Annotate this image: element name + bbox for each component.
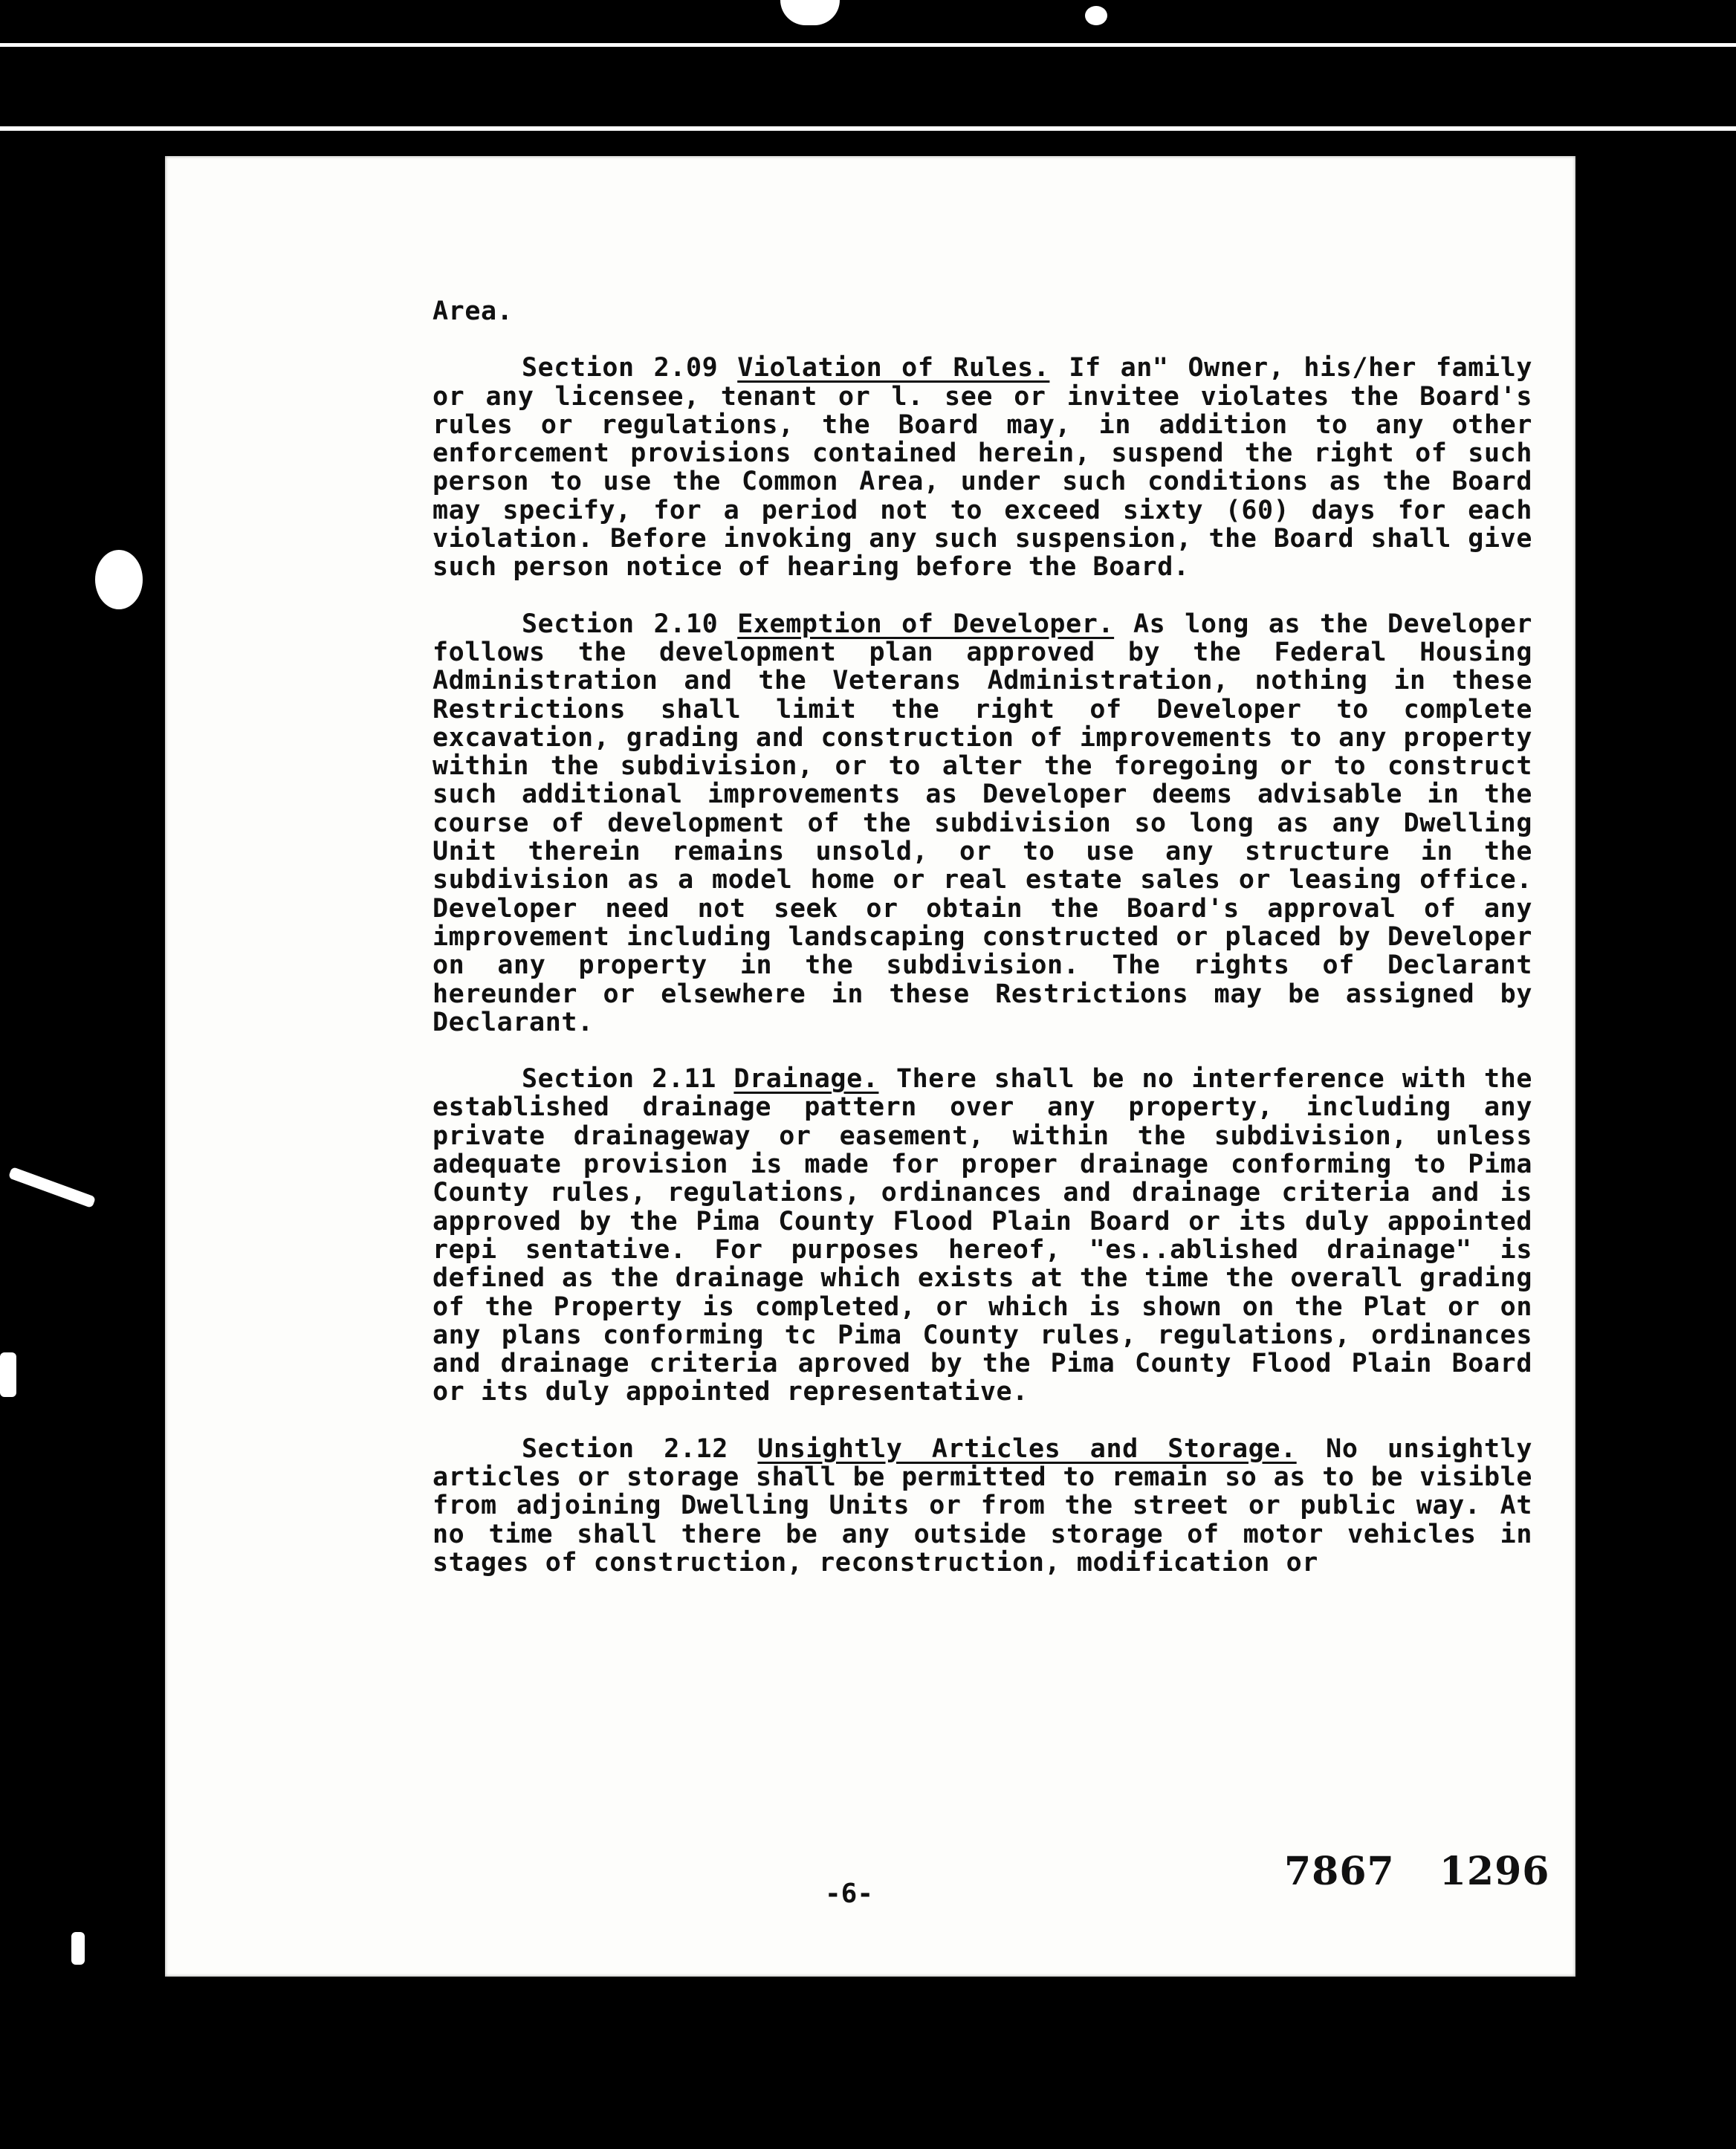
lead-text: Area. [433, 296, 514, 326]
section-number: Section 2.12 [522, 1433, 728, 1464]
section-2-10 [433, 610, 1532, 1037]
section-title: Unsightly Articles and Storage. [757, 1433, 1297, 1464]
section-number: Section 2.10 [522, 609, 719, 639]
section-title: Drainage. [733, 1064, 879, 1095]
section-number: Section 2.09 [522, 353, 719, 383]
scan-speck [0, 1352, 16, 1397]
section-body: As long as the Developer follows the development plan approved by the Federal Housing Administration and the Veterans Administration, nothing in these Restrictions shall limit the right of Developer to complete excavation, grading and construction of improvements to any property within the subdivision, or to alter the foregoing or to construct such additional improvements as Developer deems advisable in the course of development of the subdivision so long as any Dwelling Unit therein remains unsold, or to use any structure in the subdivision as a model home or real estate sales or leasing office. Developer need not seek or obtain the Board's approval of any improvement including landscaping constructed or placed by Developer on any property in the subdivision. The rights of Declarant hereunder or elsewhere in these Restrictions may be assigned by Declarant. [433, 609, 1533, 1037]
section-2-12 [433, 1435, 1532, 1577]
section-body: No unsightly articles or storage shall be permitted to remain so as to be visible from adjoining Dwelling Units or from the street or public way. At no time shall there be any outside storage of motor vehicles in stages of construction, reconstruction, modification or [433, 1433, 1533, 1578]
document-body [433, 297, 1532, 1577]
document-page [165, 156, 1575, 1977]
page-number: -6- [825, 1879, 874, 1909]
section-title: Violation of Rules. [737, 353, 1050, 383]
section-body: If an" Owner, his/her family or any licensee, tenant or l. see or invitee violates the Board's rules or regulations, the Board may, in addition to any other enforcement provisions contained herein, suspend the right of such person to use the Common Area, under such conditions as the Board may specify, for a period not to exceed sixty (60) days for each violation. Before invoking any such suspension, the Board shall give such person notice of hearing before the Board. [433, 353, 1533, 583]
scan-speck [1085, 6, 1107, 25]
section-2-11 [433, 1065, 1532, 1407]
docket-page: 1296 [1439, 1849, 1550, 1894]
paragraph-area [433, 297, 1532, 325]
top-scan-rule [0, 43, 1736, 47]
section-body: There shall be no interference with the established drainage pattern over any property, including any private drainageway or easement, within the subdivision, unless adequate provision is made for proper drainage conforming to Pima County rules, regulations, ordinances and drainage criteria and is approved by the Pima County Flood Plain Board or its duly appointed repi sentative. For purposes hereof, "es..ablished drainage" is defined as the drainage which exists at the time the overall grading of the Property is completed, or which is shown on the Plat or on any plans conforming tc Pima County rules, regulations, ordinances and drainage criteria aproved by the Pima County Flood Plain Board or its duly appointed representative. [433, 1064, 1533, 1407]
docket-book: 7867 [1284, 1849, 1395, 1894]
section-2-09 [433, 354, 1532, 581]
docket-number [1284, 1849, 1549, 1894]
scan-speck [71, 1932, 85, 1965]
section-number: Section 2.11 [522, 1064, 716, 1095]
scan-speck [95, 550, 143, 609]
second-scan-rule [0, 126, 1736, 131]
section-title: Exemption of Developer. [737, 609, 1115, 639]
